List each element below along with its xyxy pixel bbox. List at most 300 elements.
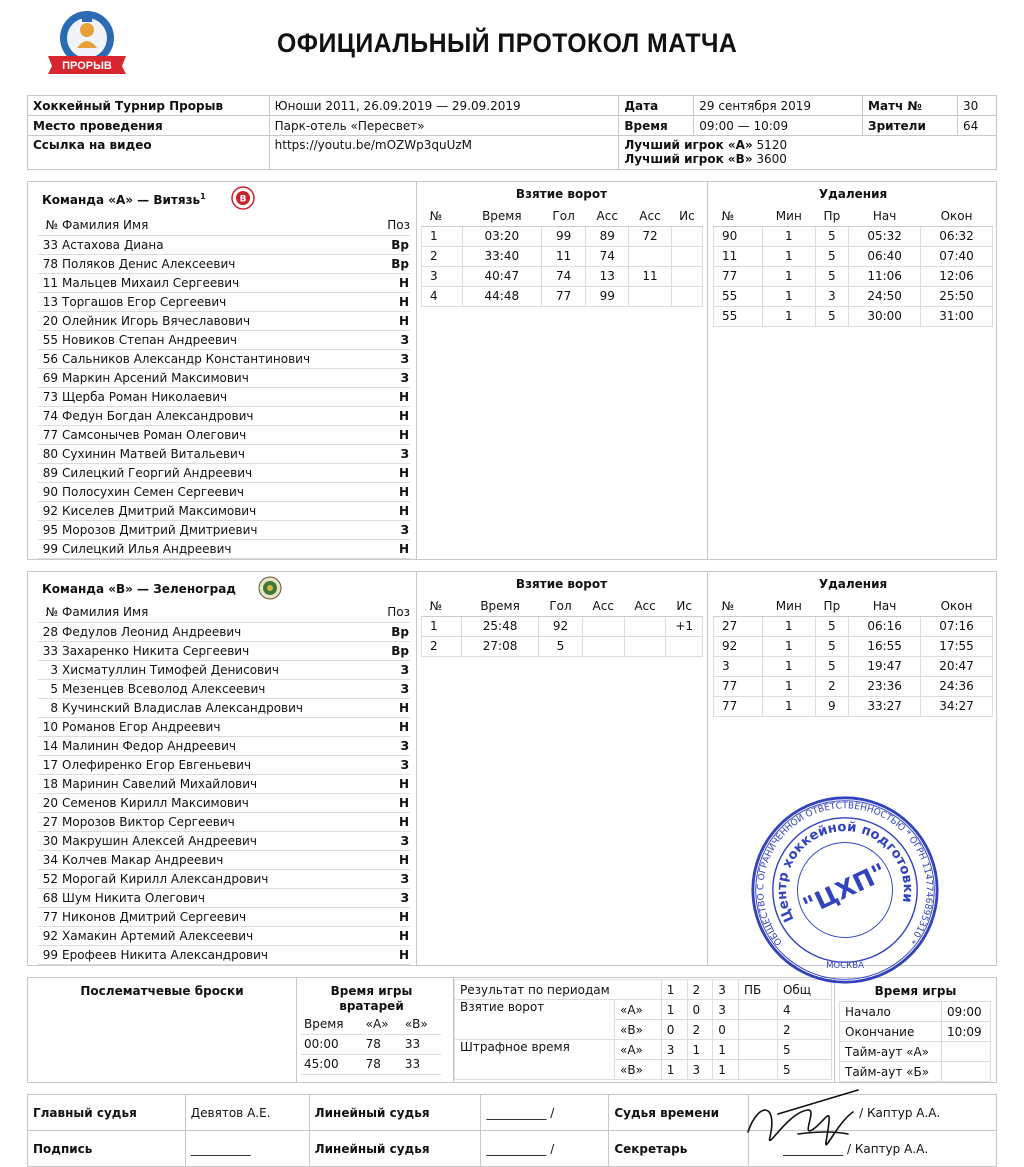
table-cell: 1 <box>763 616 816 636</box>
player-name: Макрушин Алексей Андреевич <box>62 831 382 850</box>
table-cell: 33:40 <box>462 246 541 266</box>
timekeeper-signature <box>738 1082 868 1162</box>
player-name: Захаренко Никита Сергеевич <box>62 641 382 660</box>
player-name: Поляков Денис Алексеевич <box>62 254 382 273</box>
table-cell: 11 <box>541 246 586 266</box>
player-position: Н <box>382 292 410 311</box>
svg-text:ОБЩЕСТВО С ОГРАНИЧЕННОЙ ОТВЕТС: ОБЩЕСТВО С ОГРАНИЧЕННОЙ ОТВЕТСТВЕННОСТЬЮ * ОГРН 1147746895310 * <box>756 801 934 947</box>
player-name: Маркин Арсений Максимович <box>62 368 382 387</box>
penalty-row <box>714 696 993 716</box>
table-cell: 77 <box>714 696 763 716</box>
table-cell: 3 <box>714 656 763 676</box>
player-position: Н <box>382 945 410 964</box>
team-a-goals-table <box>421 206 703 307</box>
column-header: Асс <box>624 596 666 616</box>
column-header: Окон <box>921 596 993 616</box>
table-cell: 99 <box>586 286 629 306</box>
table-cell <box>629 286 672 306</box>
table-cell: 19:47 <box>849 656 921 676</box>
table-cell: 33:27 <box>849 696 921 716</box>
player-position: З <box>382 520 410 539</box>
table-cell: 11 <box>629 266 672 286</box>
player-position: З <box>382 349 410 368</box>
table-cell: 5 <box>815 306 849 326</box>
table-cell: 99 <box>541 226 586 246</box>
player-position: Н <box>382 774 410 793</box>
table-cell: 11 <box>714 246 763 266</box>
table-cell: 55 <box>714 286 763 306</box>
table-cell: 16:55 <box>849 636 921 656</box>
best-a-value: 5120 <box>756 138 788 152</box>
player-row <box>38 501 410 520</box>
player-name: Кучинский Владислав Александрович <box>62 698 382 717</box>
team-b-goals-title: Взятие ворот <box>515 577 608 591</box>
col-pos: Поз <box>382 216 410 235</box>
penalty-row <box>714 246 993 266</box>
player-number: 20 <box>38 793 62 812</box>
table-cell: 07:16 <box>921 616 993 636</box>
player-row <box>38 444 410 463</box>
table-cell: 25:48 <box>462 616 539 636</box>
team-b-roster-column <box>28 572 415 965</box>
player-position: Вр <box>382 254 410 273</box>
table-cell: 5 <box>539 636 583 656</box>
player-name: Колчев Макар Андреевич <box>62 850 382 869</box>
table-cell: 1 <box>763 676 816 696</box>
penalty-row <box>714 616 993 636</box>
team-b-goals-table <box>421 596 703 657</box>
player-row <box>38 482 410 501</box>
game-time-title: Время игры <box>874 984 957 998</box>
table-cell: 89 <box>586 226 629 246</box>
goalie-time-pane <box>296 978 446 1082</box>
player-number: 56 <box>38 349 62 368</box>
column-header: Окон <box>921 206 993 226</box>
penalty-row <box>714 286 993 306</box>
column-header: Мин <box>763 596 816 616</box>
table-row: 00:00 78 33 <box>301 1034 441 1054</box>
goal-row <box>422 616 703 636</box>
player-row <box>38 349 410 368</box>
table-cell: 07:40 <box>921 246 993 266</box>
table-cell: 1 <box>763 246 816 266</box>
signature-value: __________ <box>185 1131 309 1167</box>
player-name: Малинин Федор Андреевич <box>62 736 382 755</box>
table-cell: 20:47 <box>921 656 993 676</box>
pim-row-label: Штрафное время <box>455 1040 615 1080</box>
table-cell: 2 <box>815 676 849 696</box>
player-name: Морозов Виктор Сергеевич <box>62 812 382 831</box>
time-label: Время <box>619 116 694 136</box>
player-name: Хамакин Артемий Алексеевич <box>62 926 382 945</box>
table-cell: 11:06 <box>849 266 921 286</box>
player-number: 11 <box>38 273 62 292</box>
team-b-penalties-title: Удаления <box>818 577 888 591</box>
player-position: Н <box>382 907 410 926</box>
table-cell <box>624 616 666 636</box>
column-header: Асс <box>582 596 624 616</box>
table-cell: 92 <box>714 636 763 656</box>
team-a-block <box>27 181 997 560</box>
table-cell: 5 <box>815 226 849 246</box>
player-name: Маринин Савелий Михайлович <box>62 774 382 793</box>
player-number: 78 <box>38 254 62 273</box>
player-name: Олейник Игорь Вячеславович <box>62 311 382 330</box>
team-b-emblem-icon <box>258 576 282 600</box>
column-header: Гол <box>539 596 583 616</box>
player-row <box>38 254 410 273</box>
player-number: 5 <box>38 679 62 698</box>
col-name: Фамилия Имя <box>62 216 382 235</box>
table-cell: 3 <box>422 266 463 286</box>
team-a-goals-column <box>416 182 706 559</box>
player-row <box>38 698 410 717</box>
column-header: Пр <box>815 206 849 226</box>
head-ref-value: Девятов А.Е. <box>185 1095 309 1131</box>
player-row <box>38 945 410 964</box>
goalie-time-title: Время игры вратарей <box>330 984 413 1013</box>
player-number: 10 <box>38 717 62 736</box>
table-cell: 5 <box>815 636 849 656</box>
player-number: 99 <box>38 539 62 558</box>
game-time-pane <box>834 978 996 1082</box>
player-row <box>38 641 410 660</box>
team-b-roster-table <box>38 603 410 965</box>
line-ref-label: Линейный судья <box>309 1095 481 1131</box>
table-cell: 74 <box>586 246 629 266</box>
player-row <box>38 926 410 945</box>
table-cell: 1 <box>763 306 816 326</box>
penalty-row <box>714 266 993 286</box>
best-players <box>619 136 997 170</box>
team-a-emblem-icon <box>231 186 255 210</box>
player-position: Н <box>382 387 410 406</box>
table-cell: 9 <box>815 696 849 716</box>
table-cell: 77 <box>714 266 763 286</box>
player-row <box>38 520 410 539</box>
player-number: 28 <box>38 622 62 641</box>
table-cell: 72 <box>629 226 672 246</box>
table-cell: 2 <box>422 636 462 656</box>
team-b-title: Команда «В» — Зеленоград <box>42 582 236 596</box>
table-cell: 77 <box>541 286 586 306</box>
game-time-table: Начало 09:00 Окончание 10:09 Тайм-аут «А» Тайм-аут «Б» <box>839 1001 991 1082</box>
venue-value: Парк-отель «Пересвет» <box>269 116 619 136</box>
secretary-value: __________ / Каптур А.А. <box>749 1131 997 1167</box>
player-position: Н <box>382 698 410 717</box>
player-name: Силецкий Георгий Андреевич <box>62 463 382 482</box>
goal-row <box>422 266 703 286</box>
player-position: З <box>382 444 410 463</box>
results-title: Результат по периодам <box>455 980 662 1000</box>
column-header: Асс <box>586 206 629 226</box>
player-row <box>38 622 410 641</box>
table-cell <box>582 616 624 636</box>
table-cell: 1 <box>763 696 816 716</box>
spectators-label: Зрители <box>863 116 958 136</box>
company-stamp <box>750 795 940 985</box>
date-value: 29 сентября 2019 <box>694 96 863 116</box>
table-cell: 2 <box>422 246 463 266</box>
player-number: 27 <box>38 812 62 831</box>
head-ref-label: Главный судья <box>28 1095 186 1131</box>
player-name: Федулов Леонид Андреевич <box>62 622 382 641</box>
logo-text: ПРОРЫВ <box>62 60 112 72</box>
player-row <box>38 736 410 755</box>
col-num: № <box>38 216 62 235</box>
goal-row <box>422 246 703 266</box>
player-name: Никонов Дмитрий Сергеевич <box>62 907 382 926</box>
table-cell <box>671 286 702 306</box>
player-name: Сальников Александр Константинович <box>62 349 382 368</box>
match-number-label: Матч № <box>863 96 958 116</box>
player-number: 68 <box>38 888 62 907</box>
team-a-penalties-table <box>713 206 993 327</box>
goal-row <box>422 226 703 246</box>
player-number: 92 <box>38 501 62 520</box>
col-num: № <box>38 603 62 622</box>
player-name: Хисматуллин Тимофей Денисович <box>62 660 382 679</box>
table-cell: 1 <box>763 226 816 246</box>
player-row <box>38 368 410 387</box>
player-position: Вр <box>382 235 410 254</box>
team-a-goals-title: Взятие ворот <box>515 187 608 201</box>
table-cell: 06:40 <box>849 246 921 266</box>
column-header: № <box>422 596 462 616</box>
table-cell: 44:48 <box>462 286 541 306</box>
player-number: 20 <box>38 311 62 330</box>
table-cell <box>671 226 702 246</box>
goal-row <box>422 286 703 306</box>
line-ref2-value: __________ / <box>481 1131 609 1167</box>
video-label: Ссылка на видео <box>28 136 270 170</box>
table-cell: 06:16 <box>849 616 921 636</box>
player-position: З <box>382 679 410 698</box>
player-position: Н <box>382 539 410 558</box>
player-name: Шум Никита Олегович <box>62 888 382 907</box>
player-name: Киселев Дмитрий Максимович <box>62 501 382 520</box>
signature-label: Подпись <box>28 1131 186 1167</box>
player-name: Мальцев Михаил Сергеевич <box>62 273 382 292</box>
player-position: Н <box>382 717 410 736</box>
shootout-title: Послематчевые броски <box>80 984 244 998</box>
player-number: 34 <box>38 850 62 869</box>
player-row <box>38 660 410 679</box>
table-cell: 3 <box>815 286 849 306</box>
column-header: Асс <box>629 206 672 226</box>
player-row <box>38 831 410 850</box>
player-name: Торгашов Егор Сергеевич <box>62 292 382 311</box>
page-title: ОФИЦИАЛЬНЫЙ ПРОТОКОЛ МАТЧА <box>277 28 738 58</box>
team-b-penalties-table <box>713 596 993 717</box>
player-row <box>38 387 410 406</box>
table-cell: 31:00 <box>921 306 993 326</box>
player-row <box>38 755 410 774</box>
player-name: Полосухин Семен Сергеевич <box>62 482 382 501</box>
match-number-value: 30 <box>957 96 996 116</box>
column-header: Гол <box>541 206 586 226</box>
player-row <box>38 330 410 349</box>
player-position: Н <box>382 406 410 425</box>
player-row <box>38 463 410 482</box>
goal-row <box>422 636 703 656</box>
player-row <box>38 311 410 330</box>
player-number: 95 <box>38 520 62 539</box>
table-cell: 5 <box>815 266 849 286</box>
table-cell: +1 <box>666 616 703 636</box>
player-row <box>38 406 410 425</box>
player-name: Морозов Дмитрий Дмитриевич <box>62 520 382 539</box>
player-position: Н <box>382 926 410 945</box>
table-cell <box>666 636 703 656</box>
best-b-value: 3600 <box>756 152 787 166</box>
column-header: Время <box>462 596 539 616</box>
penalty-row <box>714 226 993 246</box>
column-header: Ис <box>671 206 702 226</box>
player-row <box>38 717 410 736</box>
table-cell: 34:27 <box>921 696 993 716</box>
date-label: Дата <box>619 96 694 116</box>
player-number: 55 <box>38 330 62 349</box>
tournament-value: Юноши 2011, 26.09.2019 — 29.09.2019 <box>269 96 619 116</box>
venue-label: Место проведения <box>28 116 270 136</box>
player-position: Н <box>382 482 410 501</box>
player-position: Н <box>382 273 410 292</box>
video-link[interactable]: https://youtu.be/mOZWp3quUzM <box>269 136 619 170</box>
player-position: З <box>382 368 410 387</box>
player-number: 33 <box>38 235 62 254</box>
best-b-label: Лучший игрок «В» <box>624 152 753 166</box>
match-header-table <box>27 95 997 170</box>
gk-col-a: «А» <box>363 1014 402 1034</box>
player-number: 17 <box>38 755 62 774</box>
table-cell <box>671 266 702 286</box>
player-number: 73 <box>38 387 62 406</box>
player-number: 80 <box>38 444 62 463</box>
player-number: 92 <box>38 926 62 945</box>
column-header: Мин <box>763 206 816 226</box>
table-cell: 06:32 <box>921 226 993 246</box>
line-ref-value: __________ / <box>481 1095 609 1131</box>
player-number: 77 <box>38 425 62 444</box>
player-name: Астахова Диана <box>62 235 382 254</box>
time-value: 09:00 — 10:09 <box>694 116 863 136</box>
timekeeper-value: / Каптур А.А. <box>749 1095 997 1131</box>
table-cell: 92 <box>539 616 583 636</box>
penalty-row <box>714 676 993 696</box>
player-number: 77 <box>38 907 62 926</box>
table-cell: 5 <box>815 616 849 636</box>
player-row <box>38 888 410 907</box>
table-cell: 1 <box>422 616 462 636</box>
column-header: Пр <box>815 596 849 616</box>
column-header: № <box>714 596 763 616</box>
player-name: Сухинин Матвей Витальевич <box>62 444 382 463</box>
table-cell: 13 <box>586 266 629 286</box>
table-cell: 27:08 <box>462 636 539 656</box>
table-cell: 03:20 <box>462 226 541 246</box>
player-position: Н <box>382 793 410 812</box>
player-number: 74 <box>38 406 62 425</box>
player-name: Силецкий Илья Андреевич <box>62 539 382 558</box>
team-a-penalties-title: Удаления <box>818 187 888 201</box>
table-cell: 17:55 <box>921 636 993 656</box>
player-name: Романов Егор Андреевич <box>62 717 382 736</box>
player-position: Н <box>382 463 410 482</box>
col-pos: Поз <box>382 603 410 622</box>
table-cell: 24:36 <box>921 676 993 696</box>
svg-text:В: В <box>239 194 247 205</box>
player-number: 99 <box>38 945 62 964</box>
player-number: 33 <box>38 641 62 660</box>
column-header: Ис <box>666 596 703 616</box>
player-number: 30 <box>38 831 62 850</box>
table-cell <box>582 636 624 656</box>
penalty-row <box>714 636 993 656</box>
column-header: № <box>422 206 463 226</box>
player-number: 18 <box>38 774 62 793</box>
period-results-pane <box>453 978 833 1082</box>
player-position: З <box>382 888 410 907</box>
table-cell: 30:00 <box>849 306 921 326</box>
table-cell: 90 <box>714 226 763 246</box>
player-row <box>38 235 410 254</box>
table-cell: 27 <box>714 616 763 636</box>
secretary-label: Секретарь <box>609 1131 749 1167</box>
player-name: Новиков Степан Андреевич <box>62 330 382 349</box>
table-cell: 5 <box>815 656 849 676</box>
column-header: Время <box>462 206 541 226</box>
table-cell: 24:50 <box>849 286 921 306</box>
table-cell: 1 <box>763 266 816 286</box>
player-row <box>38 273 410 292</box>
player-position: Вр <box>382 622 410 641</box>
player-position: З <box>382 330 410 349</box>
penalty-row <box>714 656 993 676</box>
player-row <box>38 793 410 812</box>
table-cell: 1 <box>763 656 816 676</box>
player-row <box>38 812 410 831</box>
table-cell: 4 <box>422 286 463 306</box>
table-cell: 1 <box>422 226 463 246</box>
player-name: Морогай Кирилл Александрович <box>62 869 382 888</box>
svg-text:"ЦХП": "ЦХП" <box>798 857 891 921</box>
penalty-row <box>714 306 993 326</box>
player-row <box>38 869 410 888</box>
player-position: З <box>382 660 410 679</box>
goals-row-label: Взятие ворот <box>455 1000 615 1040</box>
period-results-table: Результат по периодам 1 2 3 ПБ Общ Взятие ворот «А» 1 0 3 4 «В» 0 2 0 2 Штрафное время «А» 3 1 1 5 «В» 1 3 1 5 <box>454 979 832 1080</box>
player-number: 69 <box>38 368 62 387</box>
team-a-roster-column <box>28 182 415 559</box>
team-a-penalties-column <box>707 182 998 559</box>
svg-text:МОСКВА: МОСКВА <box>826 960 864 971</box>
table-cell: 40:47 <box>462 266 541 286</box>
player-row <box>38 539 410 558</box>
player-number: 8 <box>38 698 62 717</box>
spectators-value: 64 <box>957 116 996 136</box>
player-name: Самсонычев Роман Олегович <box>62 425 382 444</box>
match-stats-block <box>27 977 997 1083</box>
player-position: З <box>382 831 410 850</box>
gk-col-time: Время <box>301 1014 363 1034</box>
player-name: Семенов Кирилл Максимович <box>62 793 382 812</box>
player-position: Н <box>382 812 410 831</box>
player-name: Олефиренко Егор Евгеньевич <box>62 755 382 774</box>
table-cell: 5 <box>815 246 849 266</box>
timekeeper-label: Судья времени <box>609 1095 749 1131</box>
table-cell <box>671 246 702 266</box>
